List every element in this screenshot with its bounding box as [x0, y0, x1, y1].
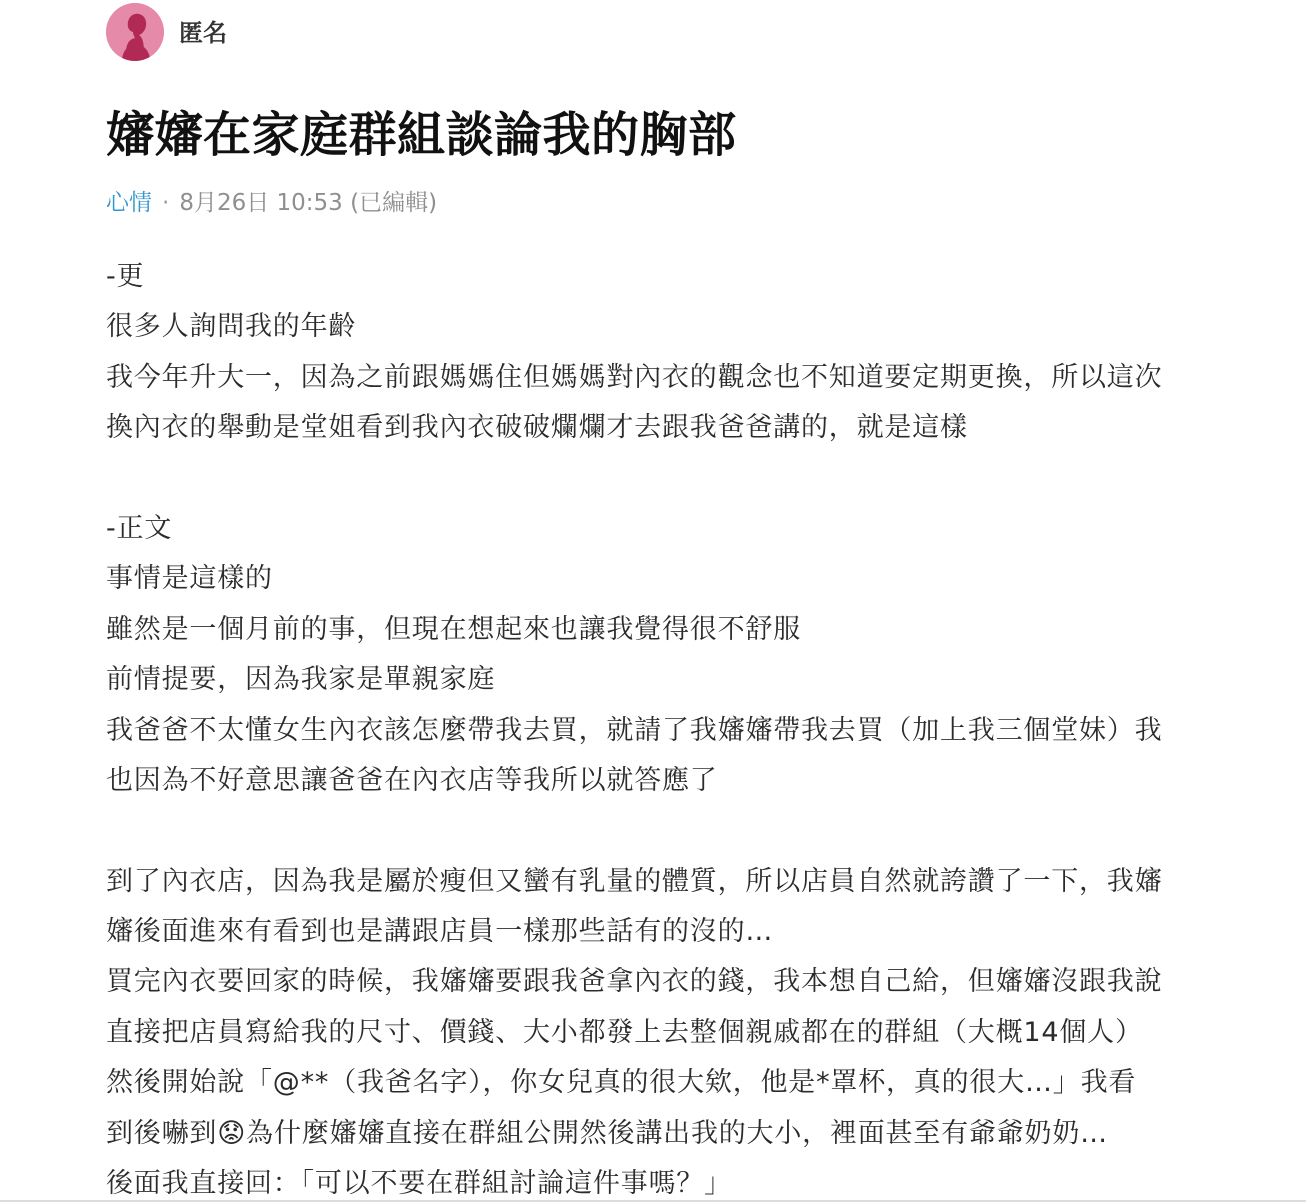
body-line: 買完內衣要回家的時候，我嬸嬸要跟我爸拿內衣的錢，我本想自己給，但嬸嬸沒跟我說 [106, 966, 1163, 998]
body-line: 嬸後面進來有看到也是講跟店員一樣那些話有的沒的… [106, 916, 774, 948]
body-line: 換內衣的舉動是堂姐看到我內衣破破爛爛才去跟我爸爸講的，就是這樣 [106, 412, 968, 444]
female-avatar-icon[interactable] [106, 3, 164, 61]
author-header [106, 2, 227, 62]
post-timestamp: 8月26日 10:53 (已編輯) [179, 190, 438, 216]
body-line: 我爸爸不太懂女生內衣該怎麼帶我去買，就請了我嬸嬸帶我去買（加上我三個堂妹）我 [106, 714, 1163, 746]
post-body [106, 257, 1206, 1202]
body-line: 事情是這樣的 [106, 563, 273, 595]
body-line: 到後嚇到😟為什麼嬸嬸直接在群組公開然後講出我的大小，裡面甚至有爺爺奶奶… [106, 1117, 1108, 1149]
body-line: 直接把店員寫給我的尺寸、價錢、大小都發上去整個親戚都在的群組（大概14個人） [106, 1016, 1143, 1048]
body-line [106, 811, 1206, 861]
body-line: 很多人詢問我的年齡 [106, 311, 357, 343]
body-line [106, 459, 1206, 509]
author-name[interactable]: 匿名 [179, 18, 227, 47]
body-line: -正文 [106, 512, 173, 544]
body-line: 前情提要，因為我家是單親家庭 [106, 664, 496, 696]
post-title: 嬸嬸在家庭群組談論我的胸部 [106, 107, 737, 163]
meta-separator: · [162, 190, 170, 216]
body-line: 雖然是一個月前的事，但現在想起來也讓我覺得很不舒服 [106, 613, 801, 645]
body-line: -更 [106, 261, 145, 292]
body-line: 然後開始說「@**（我爸名字），你女兒真的很大欸，他是*罩杯，真的很大…」我看 [106, 1067, 1137, 1099]
post-meta [106, 184, 437, 217]
body-line: 也因為不好意思讓爸爸在內衣店等我所以就答應了 [106, 764, 718, 796]
body-line: 我今年升大一，因為之前跟媽媽住但媽媽對內衣的觀念也不知道要定期更換，所以這次 [106, 361, 1163, 393]
post-category-link[interactable]: 心情 [106, 190, 152, 216]
body-line: 後面我直接回：「可以不要在群組討論這件事嗎？」 [106, 1168, 732, 1200]
body-line: 到了內衣店，因為我是屬於瘦但又蠻有乳量的體質，所以店員自然就誇讚了一下，我嬸 [106, 865, 1163, 897]
